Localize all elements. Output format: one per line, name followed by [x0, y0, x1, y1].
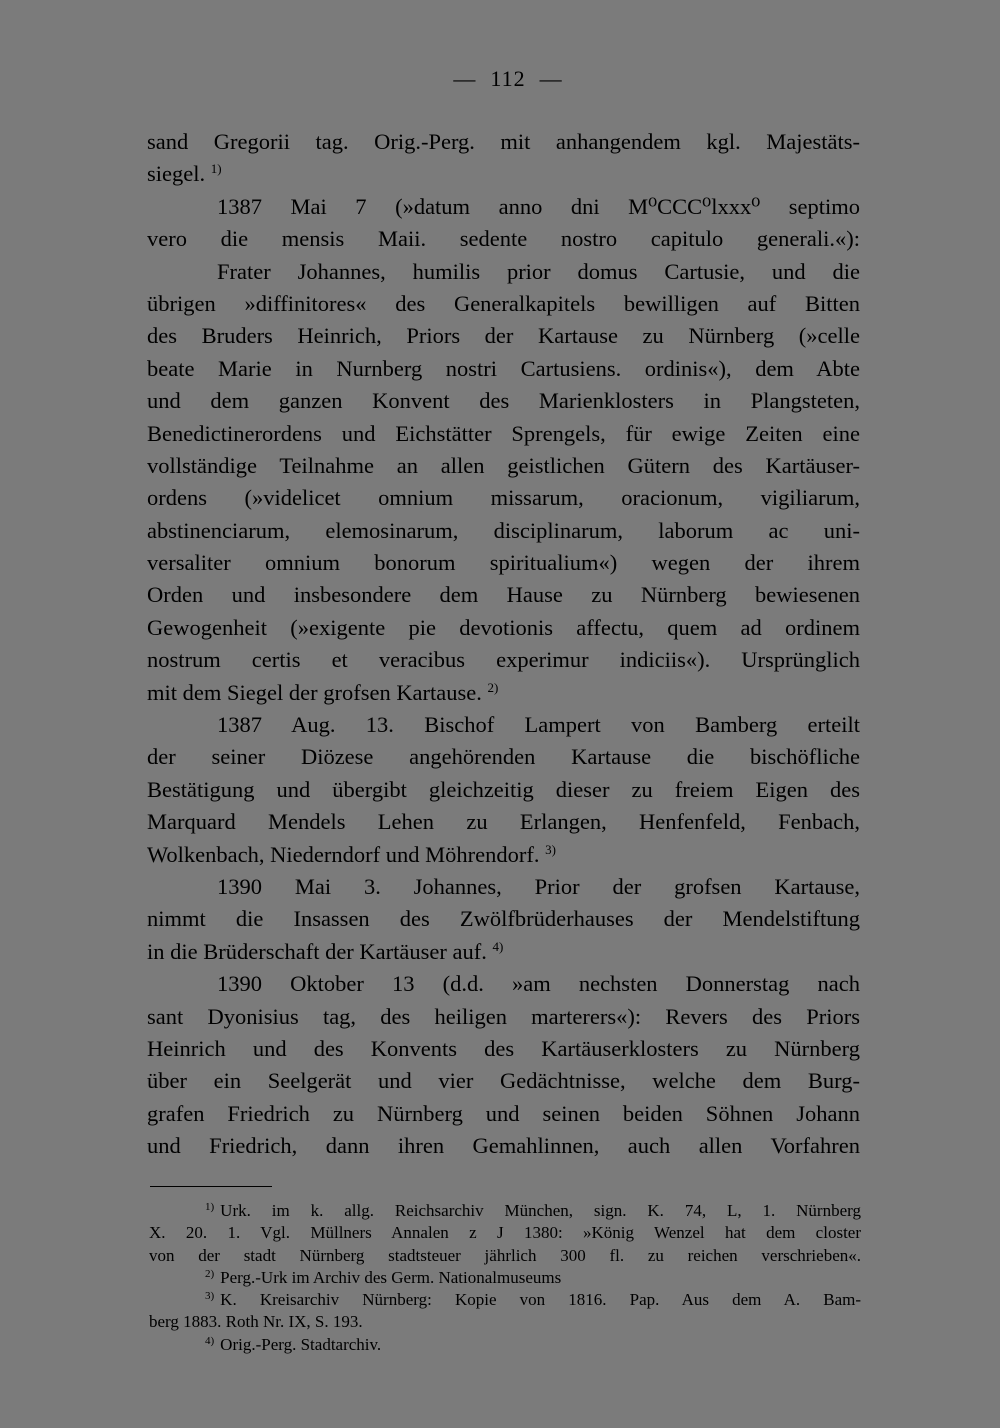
text-line: und dem ganzen Konvent des Marienklosters in Plangsteten,	[147, 388, 860, 414]
page-number	[8, 66, 1000, 92]
footnote-ref: 2)	[487, 679, 499, 695]
text-line: nimmt die Insassen des Zwölfbrüderhauses der Mendelstiftung	[147, 906, 860, 932]
footnote-ref: 1)	[210, 161, 222, 177]
text-line: Wolkenbach, Niederndorf und Möhrendorf. $^{3)}$	[147, 841, 556, 867]
text-line: Frater Johannes, humilis prior domus Cartusie, und die	[217, 258, 860, 284]
text-line: grafen Friedrich zu Nürnberg und seinen beiden Söhnen Johann	[147, 1100, 860, 1126]
text-line: 1387 Aug. 13. Bischof Lampert von Bamberg erteilt	[217, 712, 860, 738]
footnote-line: $^{4)}$ Orig.-Perg. Stadtarchiv.	[205, 1334, 382, 1354]
text-line: siegel. $^{1)}$	[147, 161, 222, 187]
footnote-mark: 3)	[205, 1290, 215, 1303]
text-line: mit dem Siegel der grofsen Kartause. $^{2)}$	[147, 679, 499, 705]
footnote-line: X. 20. 1. Vgl. Müllners Annalen z J 1380: »König Wenzel hat dem closter	[149, 1223, 861, 1243]
page-number-value: 112	[490, 66, 526, 91]
footnote-line: von der stadt Nürnberg stadtsteuer jährlich 300 fl. zu reichen verschrieben«.	[149, 1245, 861, 1265]
text-line: des Bruders Heinrich, Priors der Kartause zu Nürnberg (»celle	[147, 323, 860, 349]
header-dash-right: —	[539, 66, 563, 91]
text-line: 1390 Oktober 13 (d.d. »am nechsten Donnerstag nach	[217, 971, 860, 997]
header-dash-left: —	[453, 66, 477, 91]
text-line: sant Dyonisius tag, des heiligen marterers«): Revers des Priors	[147, 1003, 860, 1029]
text-line: beate Marie in Nurnberg nostri Cartusiens. ordinis«), dem Abte	[147, 355, 860, 381]
footnote-mark: 4)	[205, 1334, 215, 1347]
text-line: über ein Seelgerät und vier Gedächtnisse, welche dem Burg-	[147, 1068, 860, 1094]
text-line: Marquard Mendels Lehen zu Erlangen, Henfenfeld, Fenbach,	[147, 809, 860, 835]
text-line: sand Gregorii tag. Orig.-Perg. mit anhangendem kgl. Majestäts-	[147, 129, 860, 154]
text-line: abstinenciarum, elemosinarum, disciplinarum, laborum ac uni-	[147, 517, 860, 543]
footnote-ref: 3)	[545, 841, 556, 857]
text-line: vero die mensis Maii. sedente nostro capitulo generali.«):	[147, 226, 860, 252]
footnote-mark: 2)	[205, 1267, 215, 1280]
text-line: Bestätigung und übergibt gleichzeitig dieser zu freiem Eigen des	[147, 776, 860, 802]
footnote-separator	[150, 1186, 272, 1187]
text-line: Gewogenheit (»exigente pie devotionis affectu, quem ad ordinem	[147, 614, 860, 640]
footnote-ref: 4)	[492, 938, 504, 954]
footnote-line: $^{2)}$ Perg.-Urk im Archiv des Germ. Nationalmuseums	[205, 1267, 562, 1287]
text-line: übrigen »diffinitores« des Generalkapitels bewilligen auf Bitten	[147, 290, 860, 316]
text-line: Orden und insbesondere dem Hause zu Nürnberg bewiesenen	[147, 582, 860, 608]
text-line: in die Brüderschaft der Kartäuser auf. $^{4)}$	[147, 938, 504, 964]
text-line: versaliter omnium bonorum spiritualium«) wegen der ihrem	[147, 550, 860, 576]
footnote-mark: 1)	[205, 1201, 215, 1213]
text-line: nostrum certis et veracibus experimur indiciis«). Ursprünglich	[147, 647, 860, 673]
text-line: Benedictinerordens und Eichstätter Sprengels, für ewige Zeiten eine	[147, 420, 860, 446]
text-line: 1387 Mai 7 (»datum anno dni M⁰CCC⁰lxxx⁰ septimo	[217, 193, 860, 219]
text-line: ordens (»videlicet omnium missarum, oracionum, vigiliarum,	[147, 485, 860, 511]
text-line: und Friedrich, dann ihren Gemahlinnen, auch allen Vorfahren	[147, 1133, 860, 1159]
text-line: der seiner Diözese angehörenden Kartause die bischöfliche	[147, 744, 860, 770]
footnote-line: berg 1883. Roth Nr. IX, S. 193.	[149, 1312, 363, 1332]
text-line: Heinrich und des Konvents des Kartäuserklosters zu Nürnberg	[147, 1035, 860, 1061]
text-line: 1390 Mai 3. Johannes, Prior der grofsen Kartause,	[217, 873, 860, 899]
text-line: vollständige Teilnahme an allen geistlichen Gütern des Kartäuser-	[147, 452, 860, 478]
main-text	[147, 126, 860, 1163]
footnotes	[149, 1200, 861, 1356]
footnote-line: $^{3)}$ K. Kreisarchiv Nürnberg: Kopie von 1816. Pap. Aus dem A. Bam-	[205, 1290, 861, 1310]
footnote-line: $^{1)}$ Urk. im k. allg. Reichsarchiv München, sign. K. 74, L, 1. Nürnberg	[205, 1201, 861, 1220]
